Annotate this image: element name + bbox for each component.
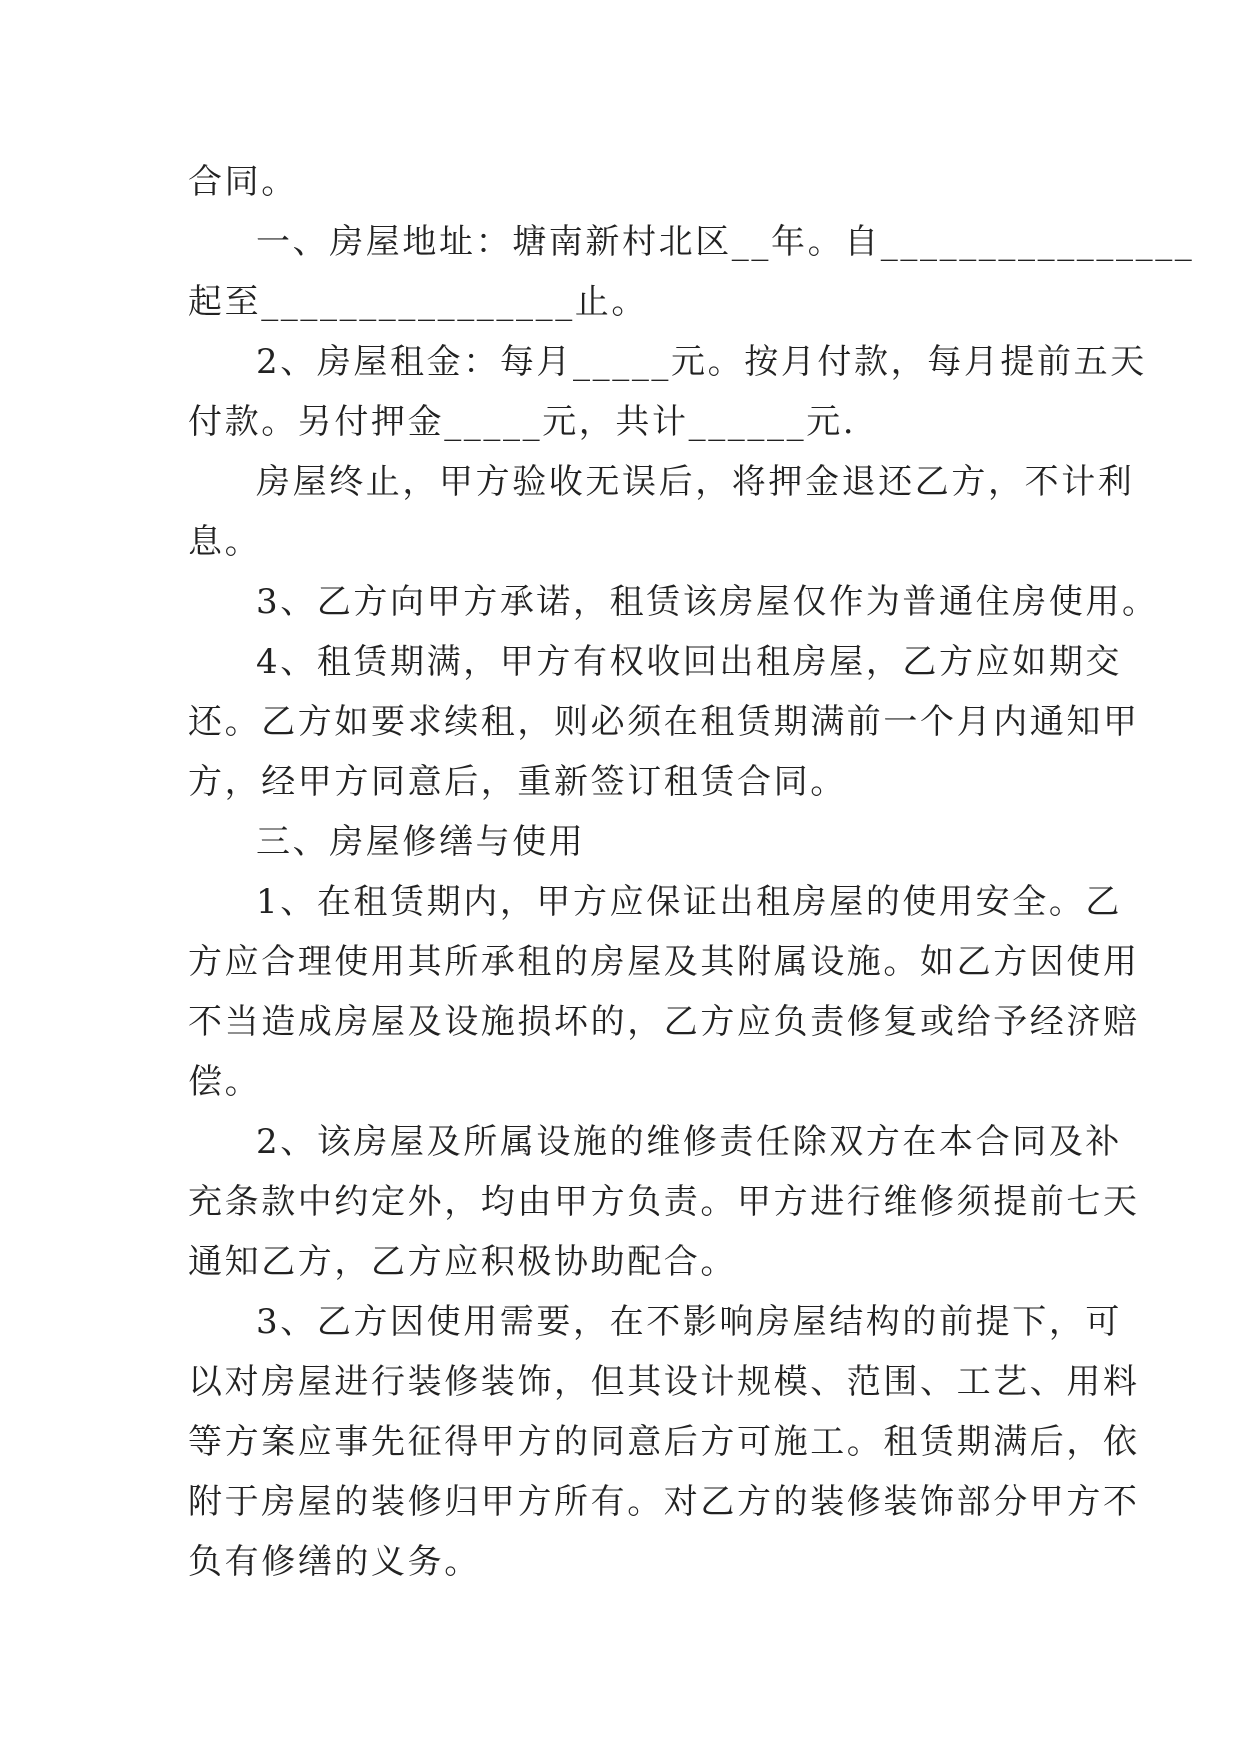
text-line: 方应合理使用其所承租的房屋及其附属设施。如乙方因使用 [188,942,1140,982]
clause-residential-use: 3、乙方向甲方承诺，租赁该房屋仅作为普通住房使用。 [256,582,1159,622]
text-line: 偿。 [188,1062,262,1102]
text-line: 附于房屋的装修归甲方所有。对乙方的装修装饰部分甲方不 [188,1482,1140,1522]
clause-safety: 1、在租赁期内，甲方应保证出租房屋的使用安全。乙 [256,882,1123,922]
clause-maintenance: 2、该房屋及所属设施的维修责任除双方在本合同及补 [256,1122,1123,1162]
text-line: 息。 [188,522,262,562]
text-line: 以对房屋进行装修装饰，但其设计规模、范围、工艺、用料 [188,1362,1140,1402]
document-body [188,152,1195,1592]
clause-property-address: 一、房屋地址：塘南新村北区__年。自________________ [256,222,1195,262]
text-line: 负有修缮的义务。 [188,1542,481,1582]
clause-deposit-refund: 房屋终止，甲方验收无误后，将押金退还乙方，不计利 [256,462,1135,502]
text-line: 方，经甲方同意后，重新签订租赁合同。 [188,762,847,802]
clause-rent: 2、房屋租金：每月_____元。按月付款，每月提前五天 [256,342,1147,382]
clause-decoration: 3、乙方因使用需要，在不影响房屋结构的前提下，可 [256,1302,1123,1342]
text-line: 不当造成房屋及设施损坏的，乙方应负责修复或给予经济赔 [188,1002,1140,1042]
text-line: 等方案应事先征得甲方的同意后方可施工。租赁期满后，依 [188,1422,1140,1462]
text-line: 充条款中约定外，均由甲方负责。甲方进行维修须提前七天 [188,1182,1140,1222]
clause-lease-expiry: 4、租赁期满，甲方有权收回出租房屋，乙方应如期交 [256,642,1123,682]
text-line: 合同。 [188,162,298,202]
text-line: 还。乙方如要求续租，则必须在租赁期满前一个月内通知甲 [188,702,1140,742]
text-line: 通知乙方，乙方应积极协助配合。 [188,1242,737,1282]
text-line: 付款。另付押金_____元，共计______元. [188,402,857,442]
text-line: 起至________________止。 [188,282,648,322]
section-heading-repair-and-use: 三、房屋修缮与使用 [256,822,586,862]
